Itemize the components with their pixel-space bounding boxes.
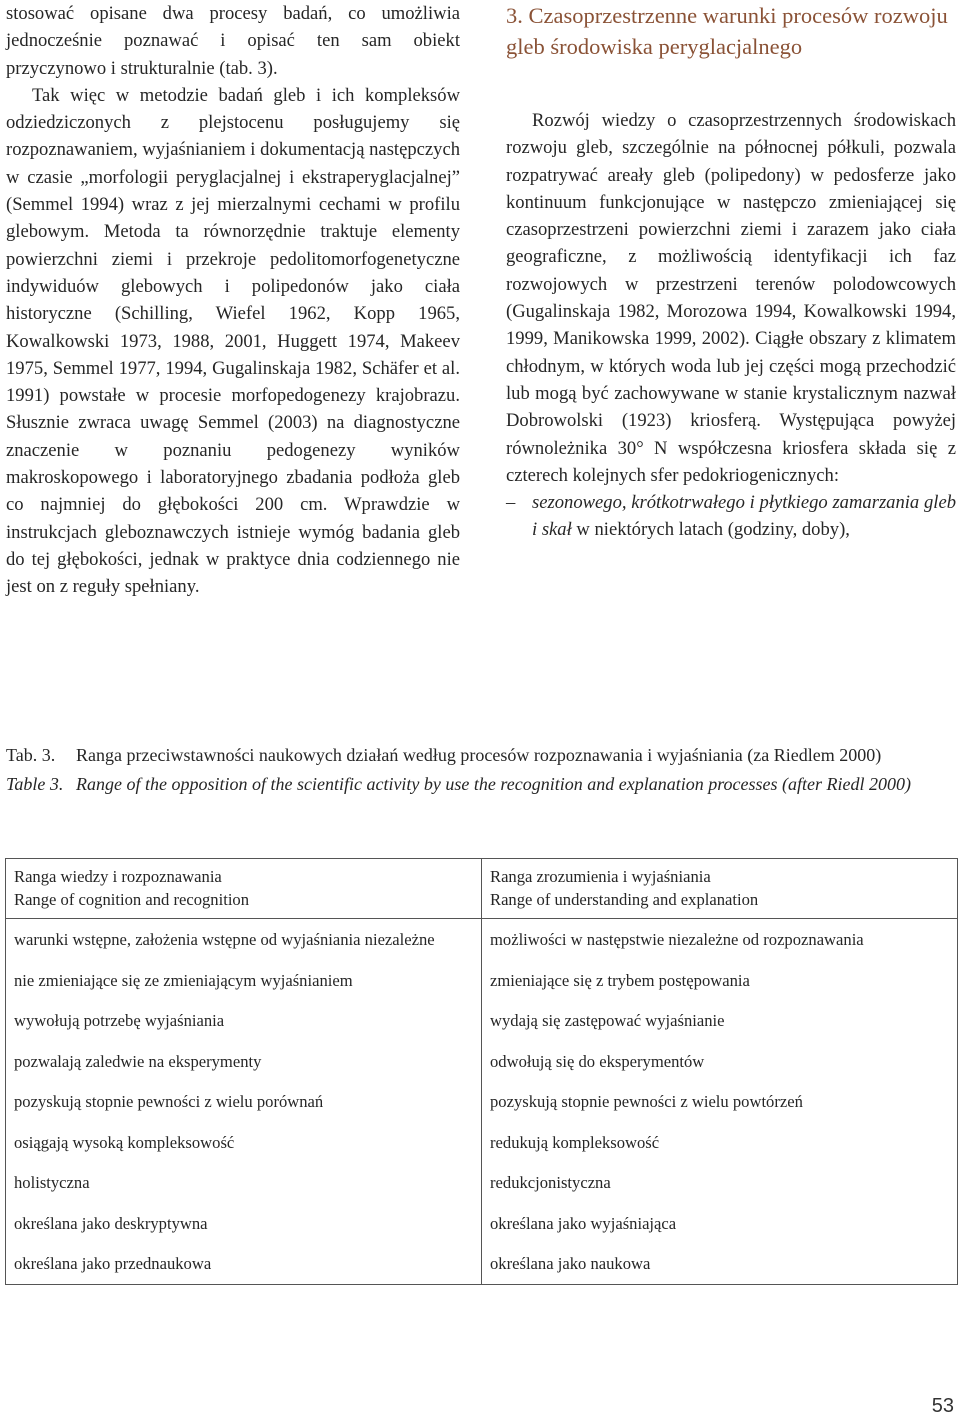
table-row — [6, 1162, 958, 1203]
table-row — [6, 1243, 958, 1284]
caption-text: Range of the opposition of the scientific activity by use the recognition and explanation processes (after Riedl 2000) — [76, 773, 911, 794]
table-cell: nie zmieniające się ze zmieniającym wyjaśnianiem — [6, 960, 482, 1001]
comparison-table — [5, 858, 958, 1285]
caption-label: Table 3. — [6, 773, 64, 794]
sphere-list — [506, 489, 956, 544]
table-header-cell — [6, 859, 482, 919]
caption-polish — [6, 744, 958, 767]
table-row — [6, 1000, 958, 1041]
table-cell: holistyczna — [6, 1162, 482, 1203]
table-cell: określana jako wyjaśniająca — [482, 1203, 958, 1244]
body-paragraph: Tak więc w metodzie badań gleb i ich kompleksów odziedziczonych z plejstocenu posługujemy się rozpoznawaniem, wyjaśnianiem i dokumentacją następczych w czasie „morfologii peryglacjalnej i ekstraperyglacjalnej” (Semmel 1994) wraz z jej mierzalnymi cechami w profilu glebowym. Metoda ta równorzędnie traktuje elementy powierzchni ziemi i przekroje pedolitomorfogenetyczne indywiduów glebowych i polipedonów jako ciała historyczne (Schilling, Wiefel 1962, Kopp 1965, Kowalkowski 1973, 1988, 2001, Huggett 1974, Makeev 1975, Semmel 1977, 1994, Gugalinskaja 1982, Schäfer et al. 1991) powstałe w procesie morfopedogenezy krajobrazu. Słusznie zwraca uwagę Semmel (2003) na diagnostyczne znaczenie w poznaniu pedogenezy wyników makroskopowego i laboratoryjnego zbadania podłoża gleb co najmniej do głębokości 200 cm. Wprawdzie w instrukcjach gleboznawczych istnieje wymóg badania gleb do tej głębokości, jednak w praktyce dnia codziennego nie jest on z reguły spełniany. — [6, 84, 460, 598]
table-cell: możliwości w następstwie niezależne od rozpoznawania — [482, 919, 958, 960]
table-cell: wydają się zastępować wyjaśnianie — [482, 1000, 958, 1041]
table-cell: warunki wstępne, założenia wstępne od wyjaśniania niezależne — [6, 919, 482, 960]
table-cell: określana jako deskryptywna — [6, 1203, 482, 1244]
table-cell: pozyskują stopnie pewności z wielu powtórzeń — [482, 1081, 958, 1122]
right-column — [506, 0, 956, 544]
table-cell: pozwalają zaledwie na eksperymenty — [6, 1041, 482, 1082]
table-row — [6, 1081, 958, 1122]
body-paragraph: Rozwój wiedzy o czasoprzestrzennych środowiskach rozwoju gleb, szczególnie na północnej półkuli, pozwala rozpatrywać areały gleb (polipedony) w pedosferze jako kontinuum funkcjonujące w następczo zmieniającej się czasoprzestrzeni powierzchni ziemi i zarazem jako ciała geograficzne, z możliwością identyfikacji ich faz rozwojowych w przestrzeni terenów polodowcowych (Gugalinskaja 1982, Morozowa 1994, Kowalkowski 1994, 1999, Manikowska 1999, 2002). Ciągłe obszary z klimatem chłodnym, w których woda lub jej części mogą przechodzić lub mogą być zachowywane w stanie krystalicznym nazwał Dobrowolski (1923) kriosferą. Występująca powyżej równoleżnika 30° N współczesna kriosfera składa się z czterech kolejnych sfer pedokriogenicznych: — [506, 110, 956, 486]
table-cell: osiągają wysoką kompleksowość — [6, 1122, 482, 1163]
table-cell: odwołują się do eksperymentów — [482, 1041, 958, 1082]
table-row — [6, 1203, 958, 1244]
table-cell: zmieniające się z trybem postępowania — [482, 960, 958, 1001]
table-cell: redukcjonistyczna — [482, 1162, 958, 1203]
caption-label: Tab. 3. — [6, 745, 56, 765]
caption-english — [6, 773, 958, 796]
table-cell: określana jako naukowa — [482, 1243, 958, 1284]
table-caption — [6, 744, 958, 795]
body-paragraph: stosować opisane dwa procesy badań, co umożliwia jednocześnie poznawać i opisać ten sam obiekt przyczynowo i strukturalnie (tab. 3). — [6, 3, 460, 79]
table-row — [6, 919, 958, 960]
list-item — [506, 489, 956, 544]
section-heading: 3. Czasoprzestrzenne warunki procesów rozwoju gleb środowiska peryglacjalnego — [506, 3, 948, 59]
table-cell: wywołują potrzebę wyjaśniania — [6, 1000, 482, 1041]
list-item-text: w niektórych latach (godziny, doby), — [571, 519, 850, 541]
table-row — [6, 1122, 958, 1163]
left-column — [6, 0, 460, 601]
table-row — [6, 1041, 958, 1082]
list-item-italic: sezonowego, krótkotrwałego i płytkiego zamarzania gleb i skał — [532, 492, 956, 541]
header-text-pl: Ranga zrozumienia i wyjaśniania — [490, 867, 711, 886]
table-cell: redukują kompleksowość — [482, 1122, 958, 1163]
table-header-row — [6, 859, 958, 919]
caption-text: Ranga przeciwstawności naukowych działań według procesów rozpoznawania i wyjaśniania (za Riedlem 2000) — [76, 745, 882, 765]
header-text-en: Range of understanding and explanation — [490, 889, 759, 909]
table-header-cell — [482, 859, 958, 919]
page-number: 53 — [931, 1395, 954, 1417]
table-cell: pozyskują stopnie pewności z wielu porównań — [6, 1081, 482, 1122]
table-cell: określana jako przednaukowa — [6, 1243, 482, 1284]
table-row — [6, 960, 958, 1001]
header-text-en: Range of cognition and recognition — [14, 889, 250, 909]
header-text-pl: Ranga wiedzy i rozpoznawania — [14, 867, 222, 886]
